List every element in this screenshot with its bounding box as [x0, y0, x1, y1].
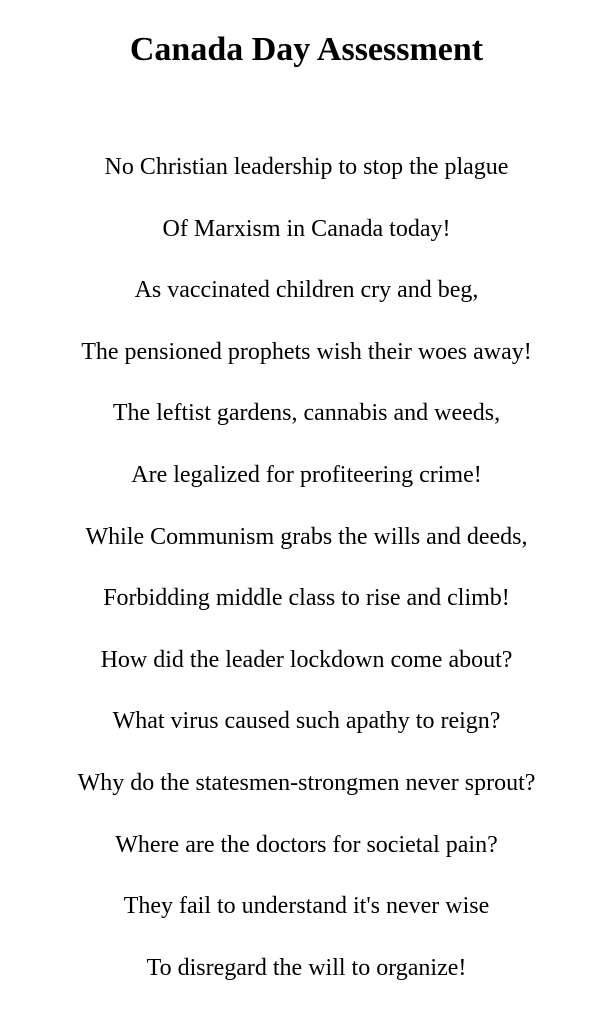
poem-line-11: Why do the statesmen-strongmen never sprout? — [77, 769, 536, 796]
poem-line-3: As vaccinated children cry and beg, — [134, 277, 479, 304]
poem-line-14: To disregard the will to organize! — [146, 954, 467, 981]
poem-line-8: Forbidding middle class to rise and climb! — [103, 585, 510, 612]
poem-line-12: Where are the doctors for societal pain? — [115, 831, 498, 858]
poem-line-1: No Christian leadership to stop the plague — [104, 154, 509, 180]
poem-title: Canada Day Assessment — [129, 31, 484, 68]
poem-line-6: Are legalized for profiteering crime! — [131, 461, 482, 488]
poem-line-2: Of Marxism in Canada today! — [162, 215, 451, 242]
poem-line-5: The leftist gardens, cannabis and weeds, — [112, 400, 501, 427]
poem-line-7: While Communism grabs the wills and deeds, — [85, 523, 528, 550]
poem-line-13: They fail to understand it's never wise — [123, 893, 490, 920]
poem-line-10: What virus caused such apathy to reign? — [112, 708, 501, 735]
poem-body — [0, 149, 613, 1011]
poem-line-4: The pensioned prophets wish their woes away! — [81, 338, 532, 365]
poem-line-9: How did the leader lockdown come about? — [100, 646, 513, 673]
